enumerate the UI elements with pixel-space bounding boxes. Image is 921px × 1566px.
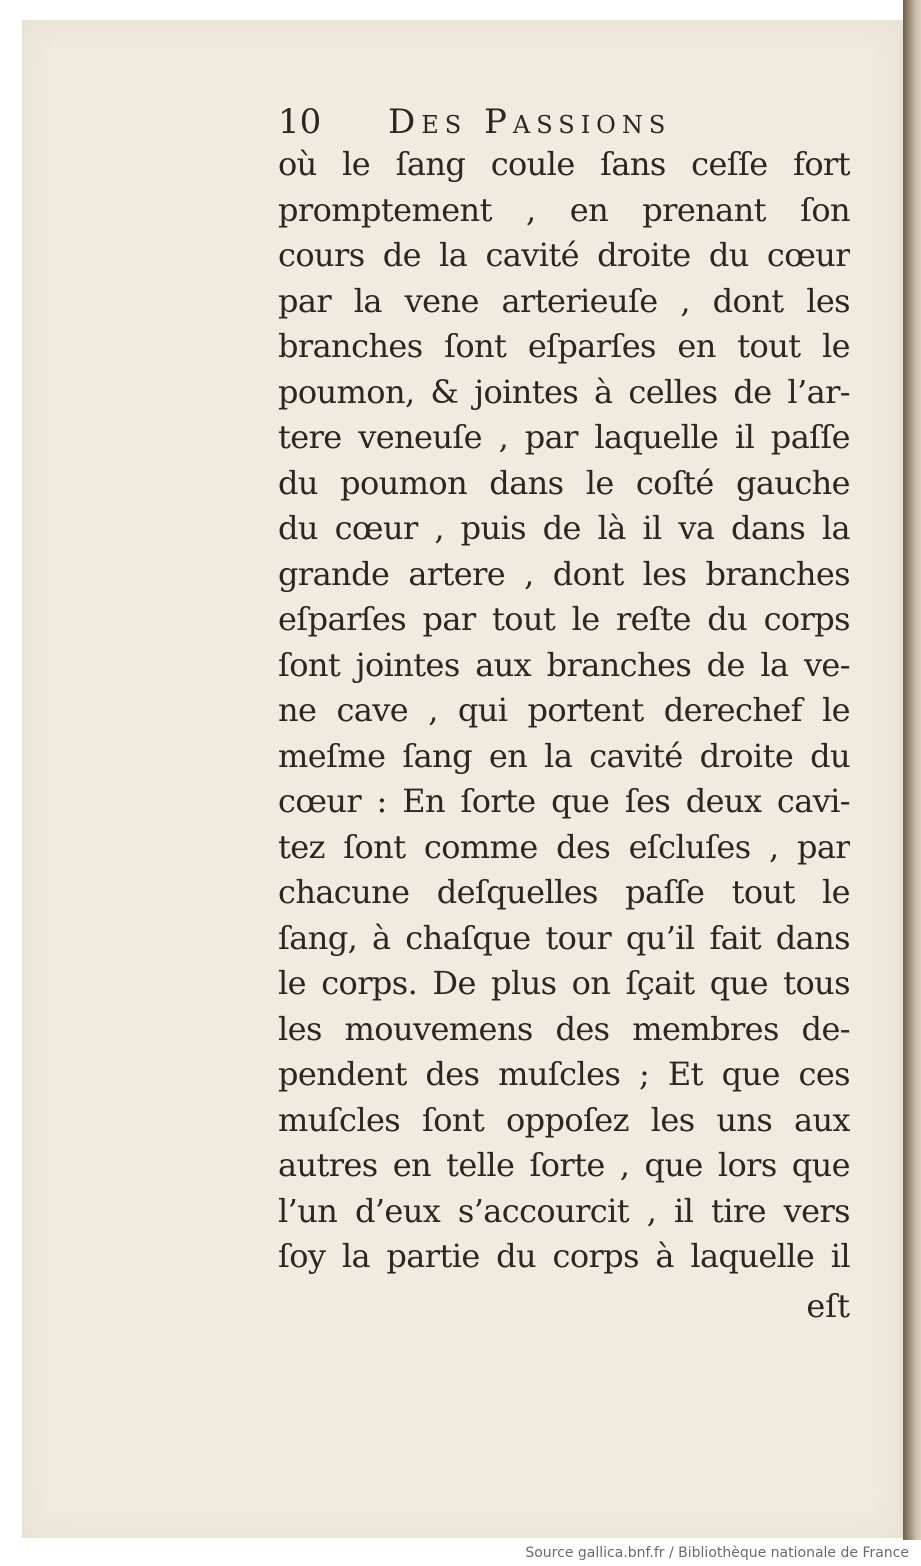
page-number: 10 — [278, 102, 322, 142]
text-line: cours de la cavité droite du cœur — [278, 236, 850, 274]
text-line: où le ſang coule ſans ceſſe fort — [278, 145, 850, 183]
text-line: grande artere , dont les branches — [278, 554, 850, 593]
catchword: eſt — [806, 1287, 850, 1325]
text-line: du cœur , puis de là il va dans la — [278, 509, 850, 547]
text-line: le corps. De plus on ſçait que tous — [278, 964, 850, 1002]
text-line: eſparſes par tout le reſte du corps — [278, 600, 850, 638]
body-text — [278, 142, 850, 1280]
text-line: les mouvemens des membres de- — [278, 1009, 850, 1048]
text-line: ſoy la partie du corps à laquelle il — [278, 1237, 850, 1275]
text-line: l’un d’eux s’accourcit , il tire vers — [278, 1191, 850, 1230]
text-line: ſont jointes aux branches de la ve- — [278, 645, 850, 684]
text-line: cœur : En ſorte que ſes deux cavi- — [278, 782, 850, 820]
text-line: promptement , en prenant ſon — [278, 190, 850, 229]
text-line: pendent des muſcles ; Et que ces — [278, 1055, 850, 1093]
source-credit: Source gallica.bnf.fr / Bibliothèque nationale de France — [525, 1545, 909, 1561]
running-title: Des Passions — [388, 102, 672, 142]
text-line: autres en telle ſorte , que lors que — [278, 1146, 850, 1184]
text-line: du poumon dans le coſté gauche — [278, 463, 850, 502]
text-line: muſcles ſont oppoſez les uns aux — [278, 1100, 850, 1139]
text-line: ne cave , qui portent derechef le — [278, 691, 850, 729]
text-line: branches ſont eſparſes en tout le — [278, 327, 850, 365]
text-line: tere veneuſe , par laquelle il paſſe — [278, 418, 850, 456]
book-spine — [903, 0, 921, 1540]
text-line: chacune deſquelles paſſe tout le — [278, 873, 850, 911]
text-line: ſang, à chaſque tour qu’il fait dans — [278, 918, 850, 957]
text-line: meſme ſang en la cavité droite du — [278, 736, 850, 775]
text-line: par la vene arterieuſe , dont les — [278, 281, 850, 320]
text-line: poumon, & jointes à celles de l’ar- — [278, 372, 850, 411]
text-line: tez ſont comme des eſcluſes , par — [278, 827, 850, 866]
